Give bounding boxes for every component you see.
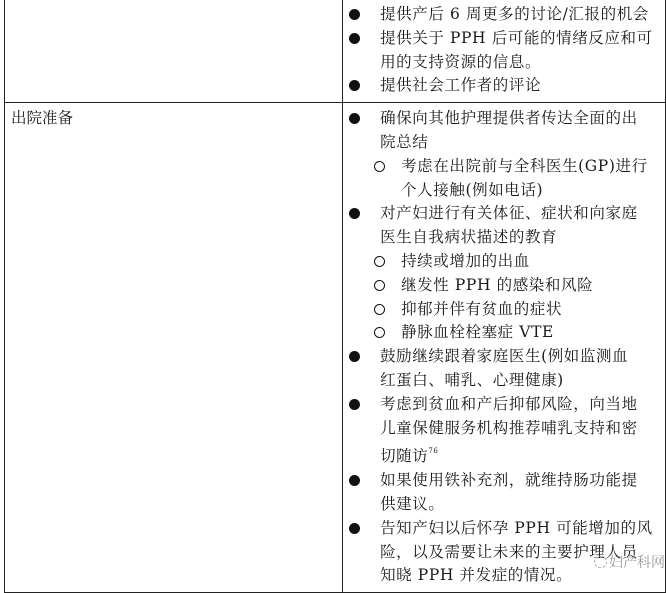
item-text: 切随访: [380, 447, 429, 466]
sub-list-item: [343, 321, 665, 345]
item-text: 儿童保健服务机构推荐哺乳支持和密: [380, 418, 638, 437]
guideline-table: [4, 0, 666, 593]
item-text-line: [401, 274, 665, 298]
item-text: 确保向其他护理提供者传达全面的出: [380, 109, 638, 128]
table-row: [5, 0, 666, 103]
item-text: 考虑到贫血和产后抑郁风险，向当地: [380, 394, 638, 413]
item-text: 提供社会工作者的评论: [380, 76, 542, 95]
item-text-line: [380, 469, 665, 493]
bullet-icon: [349, 523, 360, 534]
item-text-line: [380, 493, 665, 517]
bullet-icon: [349, 80, 360, 91]
item-text-line: [401, 179, 665, 203]
list-item: [343, 345, 665, 393]
item-text: 险，以及需要让未来的主要护理人员: [380, 542, 638, 561]
bullet-icon: [349, 33, 360, 44]
list-item: [343, 469, 665, 517]
bullet-icon: [349, 475, 360, 486]
hollow-bullet-icon: [374, 256, 385, 267]
list-item: [343, 393, 665, 469]
item-text: 供建议。: [380, 494, 445, 513]
item-text: 告知产妇以后怀孕 PPH 可能增加的风: [380, 518, 653, 537]
item-text-line: [380, 393, 665, 417]
item-text-line: [380, 27, 665, 51]
item-text-line: [380, 440, 665, 469]
item-text: 鼓励继续跟着家庭医生(例如监测血: [380, 347, 629, 366]
sub-list-item: [343, 250, 665, 274]
hollow-bullet-icon: [374, 161, 385, 172]
item-text: 抑郁并伴有贫血的症状: [401, 299, 563, 318]
item-text: 用的支持资源的信息。: [380, 52, 542, 71]
item-text-line: [380, 369, 665, 393]
row-content-cell: [343, 103, 666, 593]
list-item: [343, 74, 665, 98]
item-text-line: [380, 131, 665, 155]
bullet-icon: [349, 351, 360, 362]
watermark: 妇产科网: [594, 552, 665, 572]
bullet-icon: [349, 399, 360, 410]
item-text-line: [401, 298, 665, 322]
item-text: 提供关于 PPH 后可能的情绪反应和可: [380, 28, 653, 47]
item-text: 对产妇进行有关体征、症状和向家庭: [380, 204, 638, 223]
item-text-line: [401, 155, 665, 179]
item-text-line: [380, 345, 665, 369]
item-text: 提供产后 6 周更多的讨论/汇报的机会: [380, 5, 649, 23]
item-text-line: [380, 3, 665, 27]
item-text-line: [380, 51, 665, 75]
item-text: 院总结: [380, 132, 429, 151]
item-text-line: [380, 517, 665, 541]
sub-list-item: [343, 155, 665, 203]
list-item: [343, 107, 665, 155]
item-text: 红蛋白、哺乳、心理健康): [380, 370, 564, 389]
wechat-logo-icon: [594, 556, 607, 568]
list-item: [343, 27, 665, 75]
table-row: [5, 103, 666, 593]
item-text-line: [380, 74, 665, 98]
list-item: [343, 202, 665, 250]
item-text-line: [380, 202, 665, 226]
item-text-line: [380, 417, 665, 441]
citation-superscript: 76: [428, 447, 439, 456]
bullet-icon: [349, 9, 360, 20]
row-label-cell: [5, 0, 343, 103]
item-text-line: [401, 250, 665, 274]
row-label-cell: [5, 103, 343, 593]
sub-list-item: [343, 298, 665, 322]
item-text: 如果使用铁补充剂，就维持肠功能提: [380, 471, 638, 490]
item-text: 知晓 PPH 并发症的情况。: [380, 566, 573, 585]
hollow-bullet-icon: [374, 280, 385, 291]
item-text: 考虑在出院前与全科医生(GP)进行: [401, 156, 648, 175]
item-text-line: [380, 107, 665, 131]
row-content-cell: [343, 0, 666, 103]
bullet-icon: [349, 113, 360, 124]
item-text: 个人接触(例如电话): [401, 180, 544, 199]
item-text: 持续或增加的出血: [401, 251, 530, 270]
bullet-icon: [349, 208, 360, 219]
sub-list-item: [343, 274, 665, 298]
item-text-line: [380, 226, 665, 250]
row-label: 出院准备: [11, 109, 74, 128]
list-item: [343, 3, 665, 27]
item-text-line: [401, 321, 665, 345]
hollow-bullet-icon: [374, 304, 385, 315]
item-text: 静脉血栓栓塞症 VTE: [401, 323, 554, 342]
item-text: 医生自我病状描述的教育: [380, 228, 558, 247]
hollow-bullet-icon: [374, 327, 385, 338]
item-text: 继发性 PPH 的感染和风险: [401, 275, 594, 294]
